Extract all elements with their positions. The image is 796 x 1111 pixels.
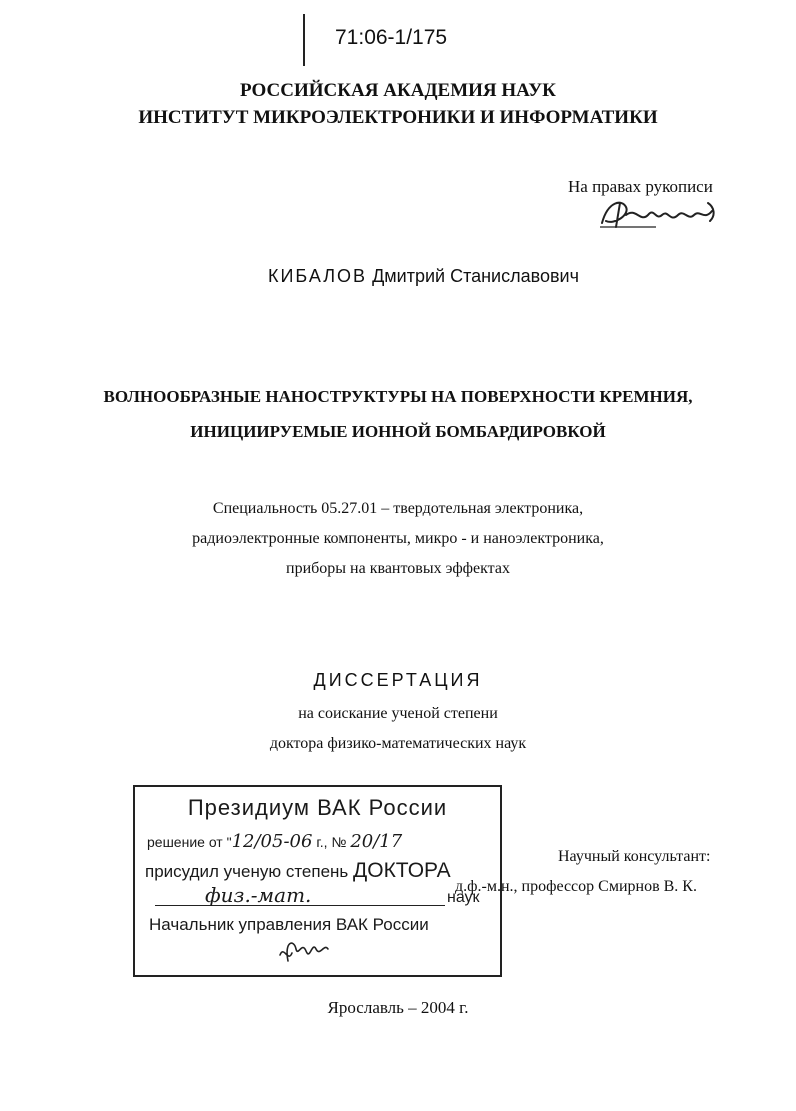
stamp-decision-mid: г., № bbox=[312, 834, 351, 850]
dissertation-heading: ДИССЕРТАЦИЯ bbox=[313, 670, 483, 690]
author-given-name: Дмитрий Станиславович bbox=[372, 266, 579, 286]
dissertation-title-line-1: ВОЛНООБРАЗНЫЕ НАНОСТРУКТУРЫ НА ПОВЕРХНОСТИ КРЕМНИЯ, bbox=[103, 387, 693, 406]
rights-note: На правах рукописи bbox=[568, 177, 713, 196]
stamp-title: Президиум ВАК России bbox=[187, 795, 448, 820]
stamp-decision-prefix: решение от " bbox=[147, 834, 232, 850]
consultant-label: Научный консультант: bbox=[558, 848, 711, 865]
specialty-line-1: Специальность 05.27.01 – твердотельная электроника, bbox=[212, 500, 584, 517]
stamp-field-handwritten: физ.-мат. bbox=[205, 883, 312, 907]
stamp-signature-line bbox=[160, 957, 350, 976]
vak-stamp bbox=[133, 785, 502, 977]
stamp-decision-line bbox=[147, 831, 402, 852]
place-and-year: Ярославль – 2004 г. bbox=[327, 998, 469, 1017]
organization-line-2: ИНСТИТУТ МИКРОЭЛЕКТРОНИКИ И ИНФОРМАТИКИ bbox=[138, 107, 658, 128]
consultant-name: д.ф.-м.н., профессор Смирнов В. К. bbox=[455, 878, 697, 895]
degree-line-2: доктора физико-математических наук bbox=[269, 735, 527, 752]
stamp-awarded-degree: ДОКТОРА bbox=[353, 859, 451, 882]
specialty-line-3: приборы на квантовых эффектах bbox=[286, 560, 510, 577]
stamp-head-label: Начальник управления ВАК России bbox=[149, 915, 429, 934]
organization-line-1: РОССИЙСКАЯ АКАДЕМИЯ НАУК bbox=[240, 80, 556, 101]
stamp-decision-number: 20/17 bbox=[350, 831, 403, 852]
author-surname: КИБАЛОВ bbox=[268, 266, 368, 286]
archive-stamp-code: 71:06-1/175 bbox=[335, 26, 448, 49]
stamp-decision-date: 12/05-06 bbox=[231, 831, 313, 852]
stamp-field-suffix: наук bbox=[447, 889, 480, 906]
stamp-awarded-prefix: присудил ученую степень bbox=[145, 862, 354, 881]
specialty-line-2: радиоэлектронные компоненты, микро - и наноэлектроника, bbox=[192, 530, 604, 547]
dissertation-title-line-2: ИНИЦИИРУЕМЫЕ ИОННОЙ БОМБАРДИРОВКОЙ bbox=[190, 422, 606, 441]
stamp-awarded-line bbox=[145, 859, 451, 883]
author-signature bbox=[596, 193, 724, 233]
margin-line bbox=[303, 14, 305, 66]
author-name bbox=[268, 266, 579, 287]
degree-line-1: на соискание ученой степени bbox=[298, 705, 498, 722]
